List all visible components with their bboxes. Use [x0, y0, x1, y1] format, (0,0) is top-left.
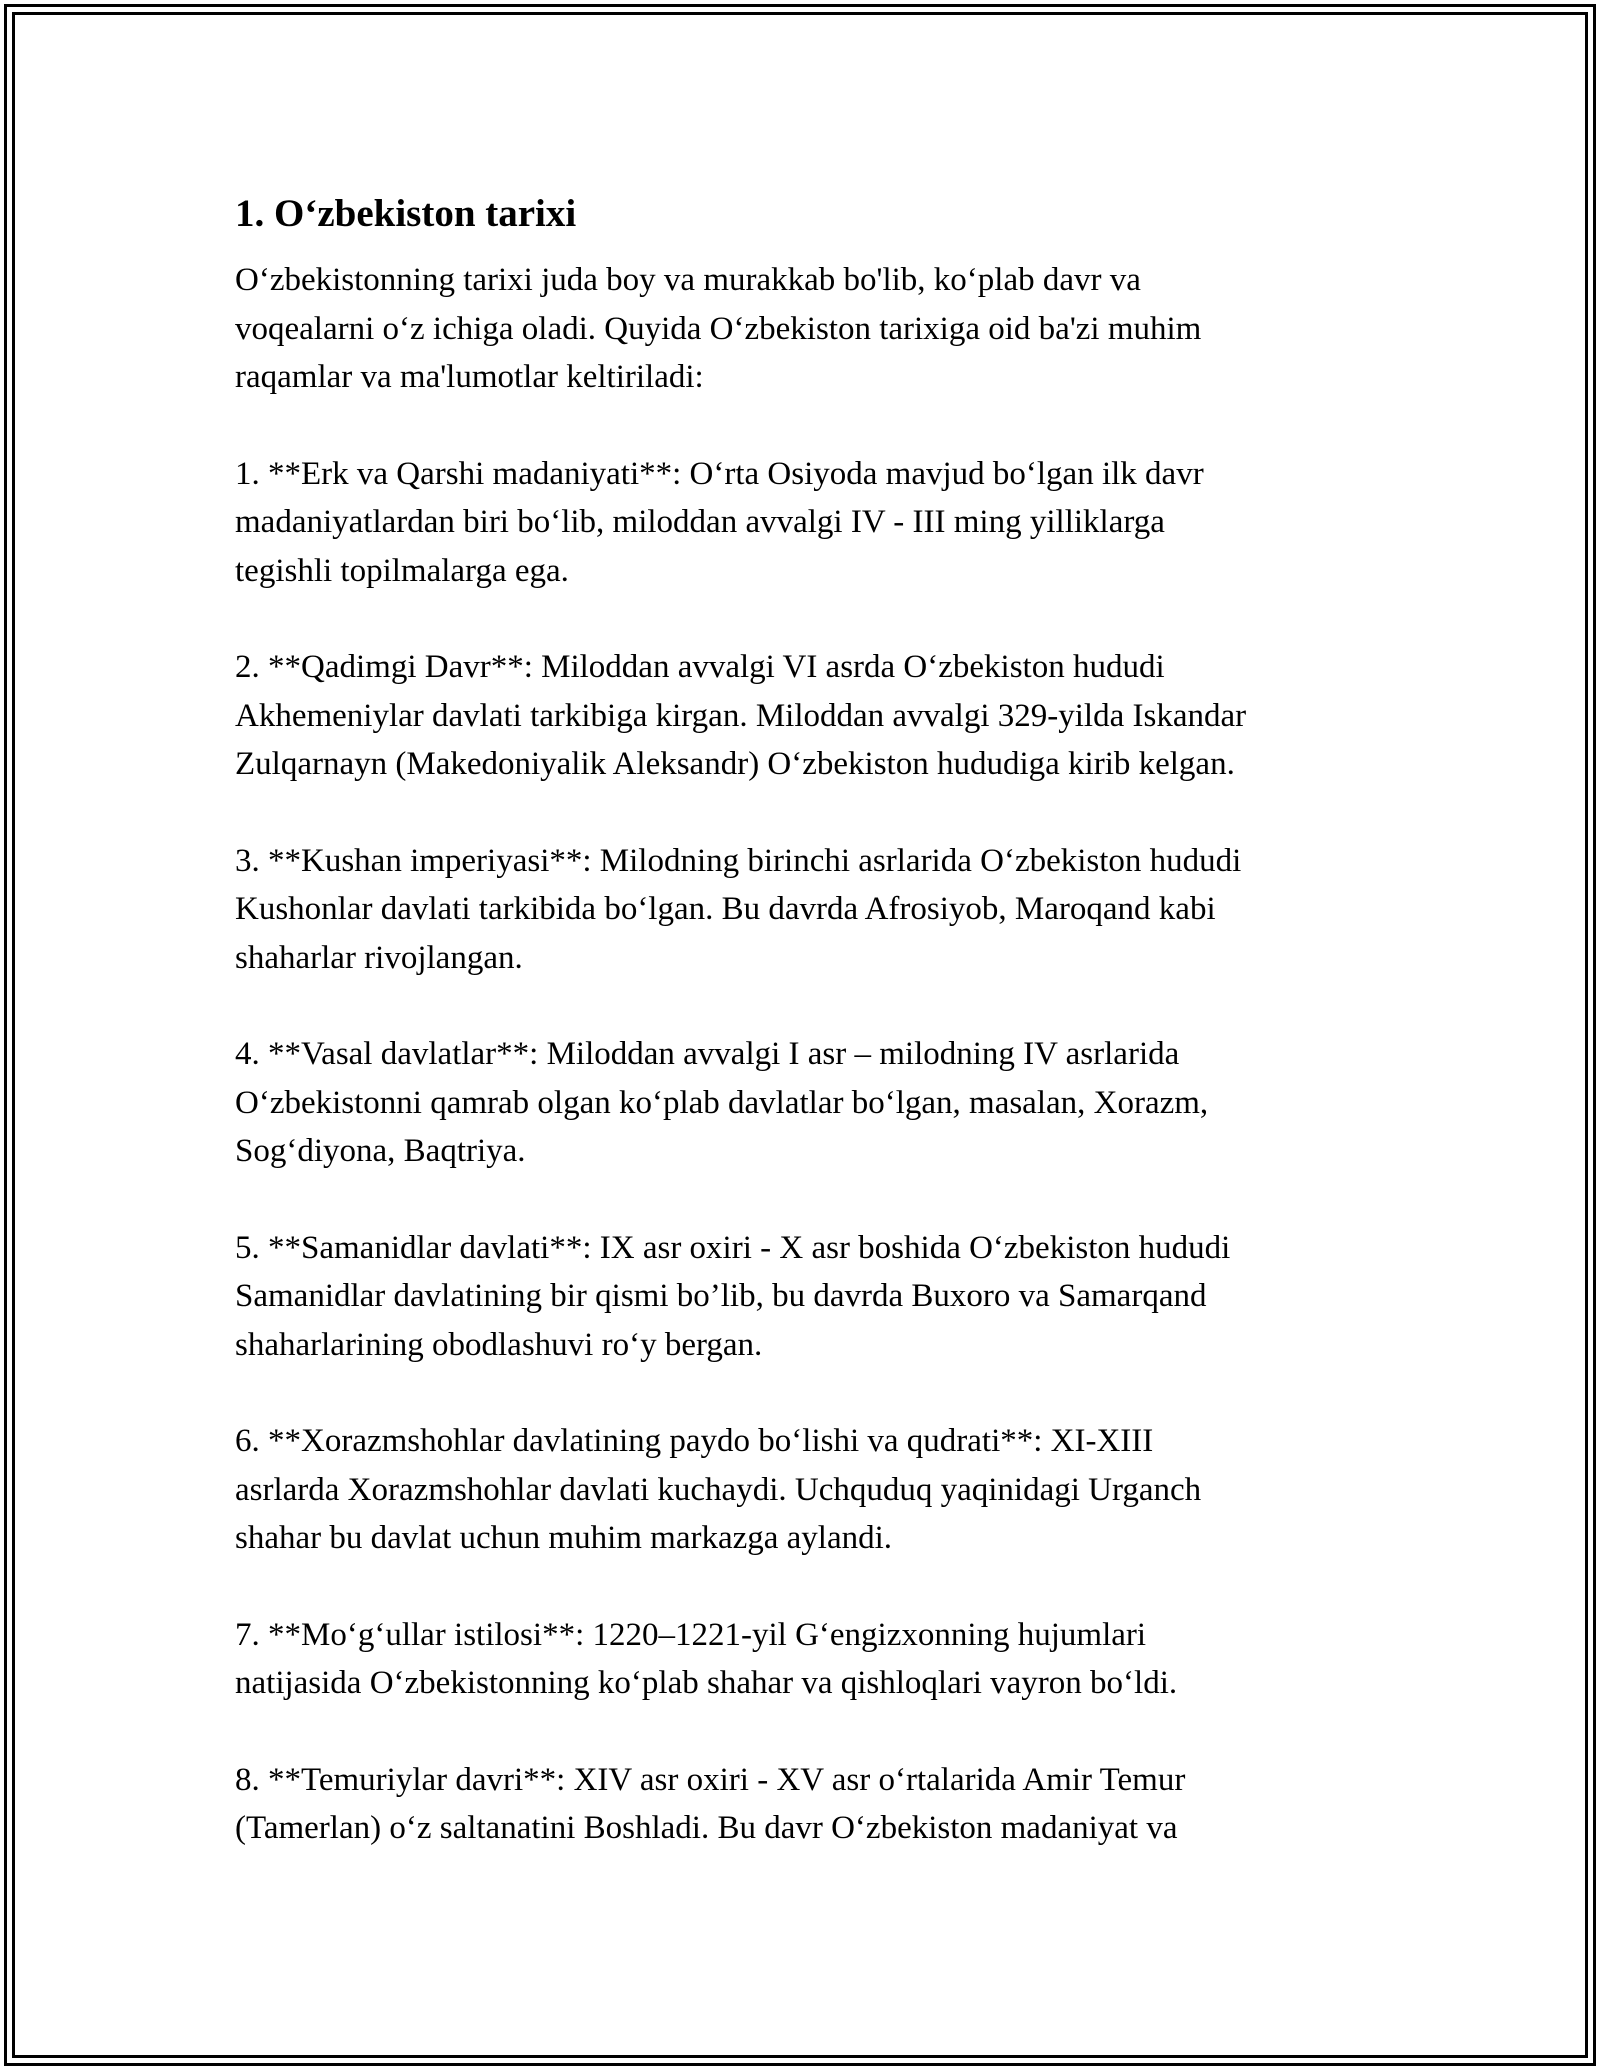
section-heading: 1. O‘zbekiston tarixi [235, 192, 577, 235]
list-item-6: 6. **Xorazmshohlar davlatining paydo bo‘lishi va qudrati**: XI-XIII asrlarda Xorazmshohlar davlati kuchaydi. Uchquduq yaqinidagi Urganch shahar bu davlat uchun muhim markazga aylandi. [235, 1423, 1202, 1556]
list-item-7: 7. **Mo‘g‘ullar istilosi**: 1220–1221-yil G‘engizxonning hujumlari natijasida O‘zbekistonning ko‘plab shahar va qishloqlari vayron bo‘ldi. [235, 1616, 1178, 1701]
list-item-4: 4. **Vasal davlatlar**: Miloddan avvalgi I asr – milodning IV asrlarida O‘zbekistonni qamrab olgan ko‘plab davlatlar bo‘lgan, masalan, Xorazm, Sog‘diyona, Baqtriya. [235, 1036, 1209, 1169]
list-item-5: 5. **Samanidlar davlati**: IX asr oxiri - X asr boshida O‘zbekiston hududi Samanidlar davlatining bir qismi bo’lib, bu davrda Buxoro va Samarqand shaharlarining obodlashuvi ro‘y bergan. [235, 1229, 1231, 1363]
intro-paragraph: O‘zbekistonning tarixi juda boy va murakkab bo'lib, ko‘plab davr va voqealarni o‘z ichiga oladi. Quyida O‘zbekiston tarixiga oid ba'zi muhim raqamlar va ma'lumotlar keltiriladi: [235, 262, 1202, 395]
list-item-3: 3. **Kushan imperiyasi**: Milodning birinchi asrlarida O‘zbekiston hududi Kushonlar davlati tarkibida bo‘lgan. Bu davrda Afrosiyob, Maroqand kabi shaharlar rivojlangan. [235, 842, 1242, 976]
list-item-2: 2. **Qadimgi Davr**: Miloddan avvalgi VI asrda O‘zbekiston hududi Akhemeniylar davlati tarkibiga kirgan. Miloddan avvalgi 329-yilda Iskandar Zulqarnayn (Makedoniyalik Aleksandr) O‘zbekiston hududiga kirib kelgan. [235, 649, 1247, 782]
list-item-1: 1. **Erk va Qarshi madaniyati**: O‘rta Osiyoda mavjud bo‘lgan ilk davr madaniyatlardan biri bo‘lib, miloddan avvalgi IV - III ming yilliklarga tegishli topilmalarga ega. [235, 455, 1204, 589]
document-body [235, 186, 1385, 1901]
list-item-8: 8. **Temuriylar davri**: XIV asr oxiri - XV asr o‘rtalarida Amir Temur (Tamerlan) o‘z saltanatini Boshladi. Bu davr O‘zbekiston madaniyat va [235, 1761, 1186, 1846]
